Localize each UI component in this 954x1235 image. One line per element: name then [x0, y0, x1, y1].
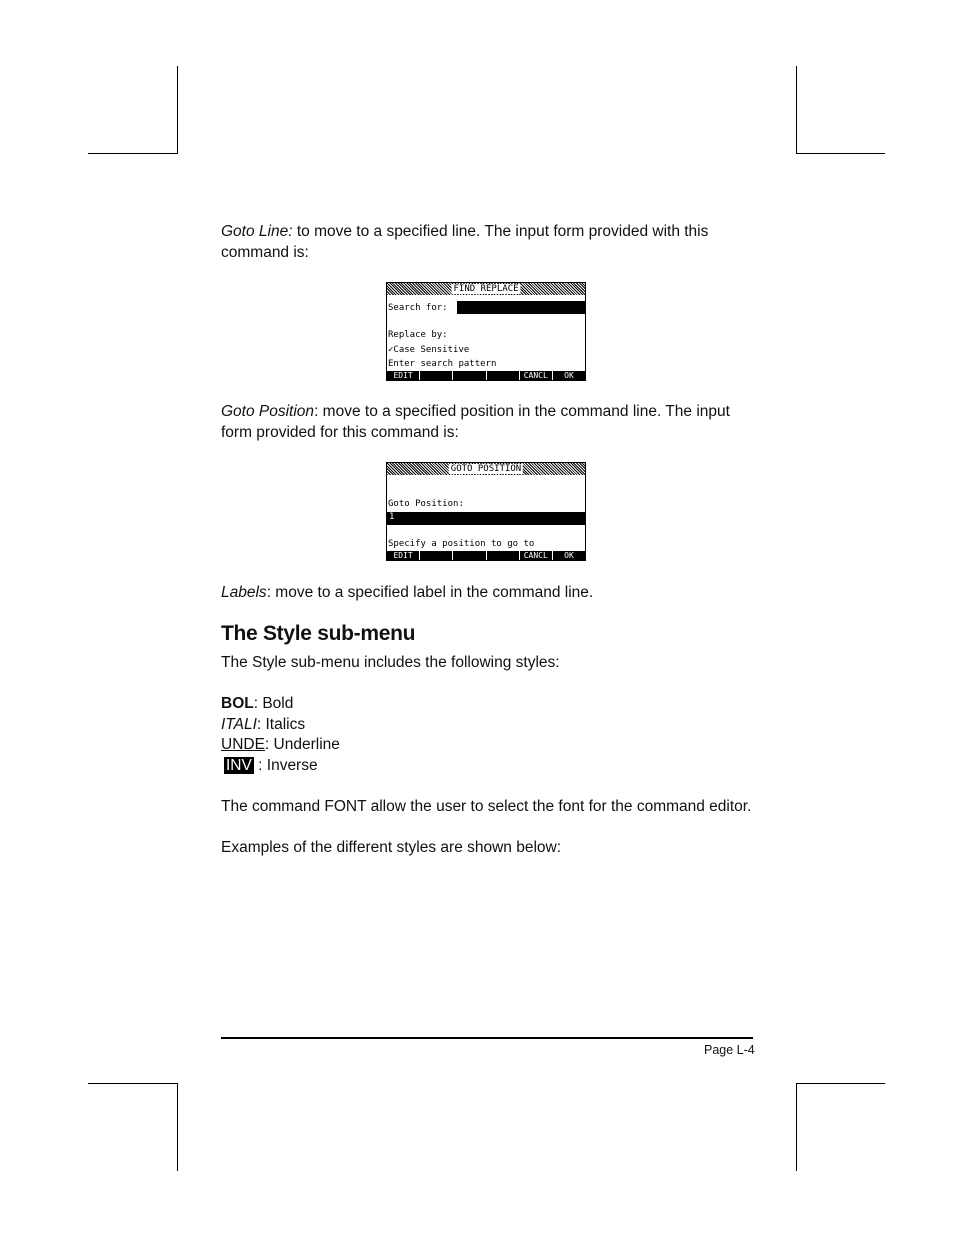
- search-for-label: Search for:: [388, 303, 448, 313]
- crop-mark-bottom-left-horizontal: [88, 1083, 177, 1084]
- goto-position-screenshot: [386, 462, 586, 561]
- menu-key-ok: OK: [564, 371, 574, 380]
- style-key-bol: BOL: [221, 695, 254, 712]
- paragraph-font: The command FONT allow the user to select the font for the command editor.: [221, 798, 752, 815]
- crop-mark-bottom-right-vertical: [796, 1083, 797, 1171]
- style-italic-item: [221, 714, 305, 735]
- style-key-unde: UNDE: [221, 736, 265, 753]
- goto-position-description: : move to a specified position in the command line. The input form provided for this command is:: [221, 403, 730, 441]
- crop-mark-top-right-vertical: [796, 66, 797, 154]
- menu-key-blank: [487, 551, 520, 560]
- style-key-itali: ITALI: [221, 716, 257, 733]
- screen-title-bar: [387, 283, 585, 295]
- menu-key-edit: EDIT: [387, 371, 420, 380]
- menu-key-edit: EDIT: [387, 551, 420, 560]
- section-heading: The Style sub-menu: [221, 622, 416, 645]
- menu-key-ok: OK: [564, 551, 574, 560]
- screen-title: FIND REPLACE: [453, 284, 519, 294]
- style-inverse-item: [221, 755, 318, 776]
- paragraph-goto-line: [221, 221, 761, 263]
- style-desc-underline: : Underline: [264, 736, 340, 753]
- goto-position-label: Goto Position:: [388, 499, 464, 509]
- term-goto-position: Goto Position: [221, 403, 315, 420]
- crop-mark-top-right-horizontal: [797, 153, 885, 154]
- style-bold-item: [221, 693, 293, 714]
- paragraph-labels: [221, 582, 761, 603]
- style-desc-italic: : Italics: [256, 716, 306, 733]
- style-desc-bold: : Bold: [253, 695, 294, 712]
- crop-mark-top-left-horizontal: [88, 153, 177, 154]
- menu-key-blank: [487, 371, 520, 380]
- goto-line-description: to move to a specified line. The input form provided with this command is:: [221, 223, 709, 261]
- soft-menu-bar: [387, 551, 585, 560]
- menu-key-cancel: CANCL: [520, 371, 553, 380]
- position-field: [387, 512, 585, 525]
- status-hint: Enter search pattern: [388, 359, 497, 369]
- paragraph-examples: Examples of the different styles are shown below:: [221, 839, 562, 856]
- menu-key-cancel: CANCL: [520, 551, 553, 560]
- status-hint: Specify a position to go to: [388, 539, 535, 549]
- find-replace-screenshot: [386, 282, 586, 381]
- style-intro: The Style sub-menu includes the following styles:: [221, 654, 560, 671]
- replace-by-label: Replace by:: [388, 330, 448, 340]
- style-key-inv: INV: [226, 757, 252, 774]
- menu-key-blank: [420, 551, 453, 560]
- style-desc-inverse: : Inverse: [253, 757, 318, 774]
- term-goto-line: Goto Line:: [221, 223, 293, 240]
- footer-rule: [221, 1037, 753, 1039]
- soft-menu-bar: [387, 371, 585, 380]
- page-number: Page L-4: [704, 1043, 755, 1057]
- search-for-field: [457, 301, 585, 314]
- term-labels: Labels: [221, 584, 267, 601]
- paragraph-goto-position: [221, 401, 761, 443]
- menu-key-blank: [453, 551, 486, 560]
- crop-mark-bottom-left-vertical: [177, 1083, 178, 1171]
- screen-title: GOTO POSITION: [450, 464, 522, 474]
- labels-description: : move to a specified label in the command line.: [266, 584, 594, 601]
- style-underline-item: [221, 734, 340, 755]
- menu-key-blank: [420, 371, 453, 380]
- case-sensitive-checkbox: ✓Case Sensitive: [388, 345, 470, 355]
- screen-title-bar: [387, 463, 585, 475]
- menu-key-blank: [453, 371, 486, 380]
- position-value: 1: [389, 512, 395, 522]
- crop-mark-bottom-right-horizontal: [797, 1083, 885, 1084]
- crop-mark-top-left-vertical: [177, 66, 178, 154]
